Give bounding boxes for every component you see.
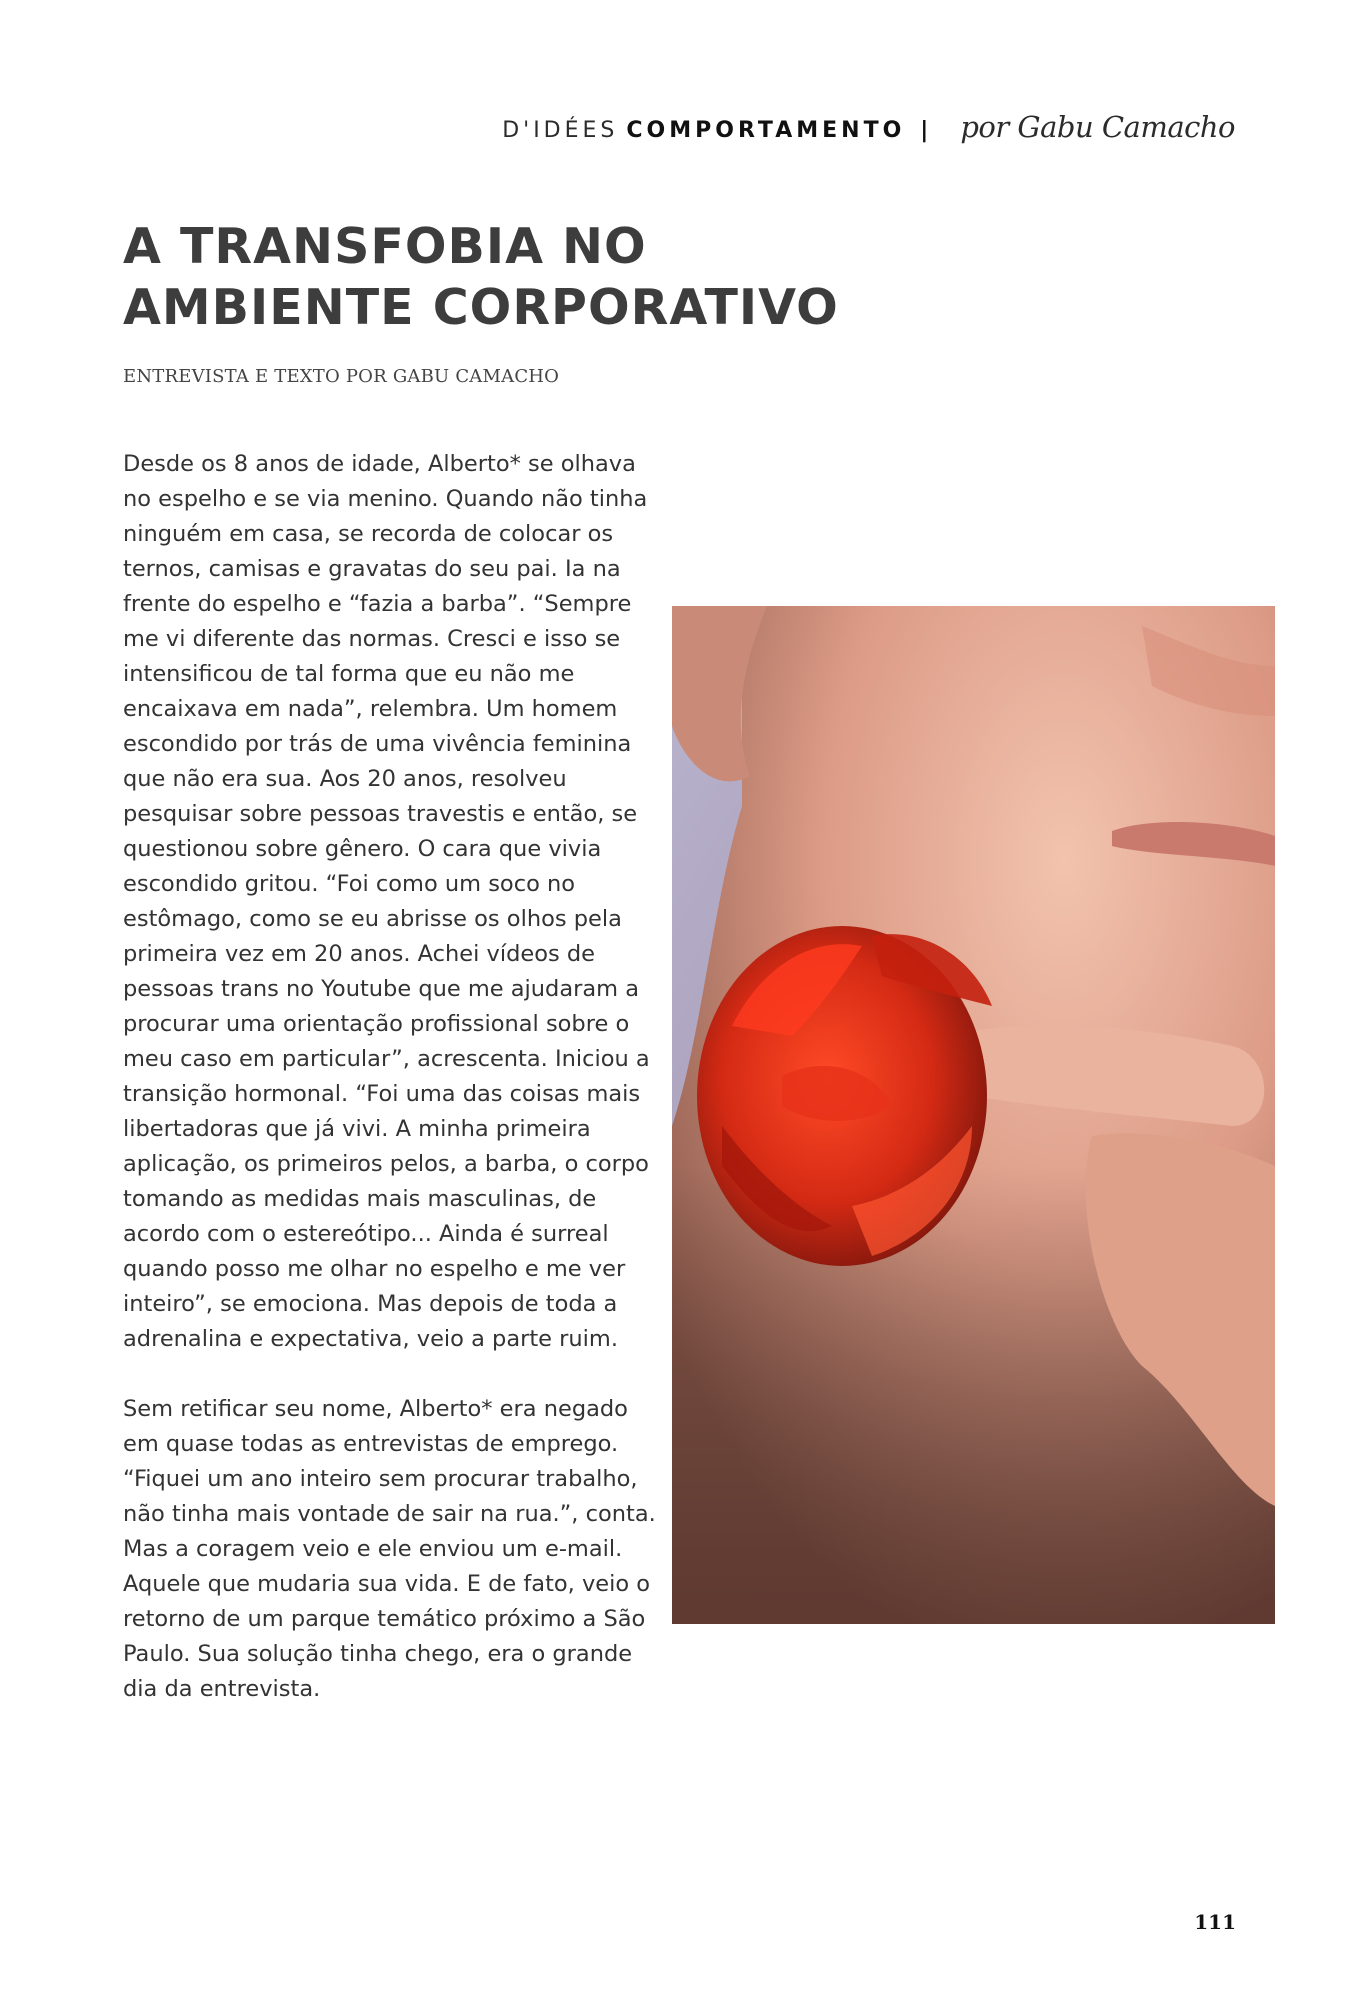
header-separator: | <box>920 118 933 143</box>
body-paragraph-2: Sem retificar seu nome, Alberto* era negado em quase todas as entrevistas de emprego. “Fiquei um ano inteiro sem procurar trabalho, não tinha mais vontade de sair na rua.”, conta. Mas a coragem veio e ele enviou um e-mail. Aquele que mudaria sua vida. E de fato, veio o retorno de um parque temático próximo a São Paulo. Sua solução tinha chego, era o grande dia da entrevista. <box>123 1396 656 1702</box>
header-byline: por Gabu Camacho <box>960 110 1235 144</box>
section-name: COMPORTAMENTO <box>626 118 906 143</box>
article-credit: ENTREVISTA E TEXTO POR GABU CAMACHO <box>123 366 560 387</box>
magazine-prefix: D'IDÉES <box>502 118 619 143</box>
article-title <box>123 216 843 338</box>
section-kicker <box>502 118 960 143</box>
article-title-line-1: A TRANSFOBIA NO <box>123 218 647 275</box>
article-photo <box>672 606 1275 1624</box>
body-paragraph-1: Desde os 8 anos de idade, Alberto* se olhava no espelho e se via menino. Quando não tinha ninguém em casa, se recorda de colocar os ternos, camisas e gravatas do seu pai. Ia na frente do espelho e “fazia a barba”. “Sempre me vi diferente das normas. Cresci e isso se intensificou de tal forma que eu não me encaixava em nada”, relembra. Um homem escondido por trás de uma vivência feminina que não era sua. Aos 20 anos, resolveu pesquisar sobre pessoas travestis e então, se questionou sobre gênero. O cara que vivia escondido gritou. “Foi como um soco no estômago, como se eu abrisse os olhos pela primeira vez em 20 anos. Achei vídeos de pessoas trans no Youtube que me ajudaram a procurar uma orientação profissional sobre o meu caso em particular”, acrescenta. Iniciou a transição hormonal. “Foi uma das coisas mais libertadoras que já vivi. A minha primeira aplicação, os primeiros pelos, a barba, o corpo tomando as medidas mais masculinas, de acordo com o estereótipo... Ainda é surreal quando posso me olhar no espelho e me ver inteiro”, se emociona. Mas depois de toda a adrenalina e expectativa, veio a parte ruim. <box>123 451 650 1352</box>
article-body <box>123 447 663 1742</box>
section-header <box>502 110 1235 144</box>
photo-illustration <box>672 606 1275 1624</box>
article-title-line-2: AMBIENTE CORPORATIVO <box>123 279 839 336</box>
page-number: 111 <box>1194 1910 1236 1934</box>
